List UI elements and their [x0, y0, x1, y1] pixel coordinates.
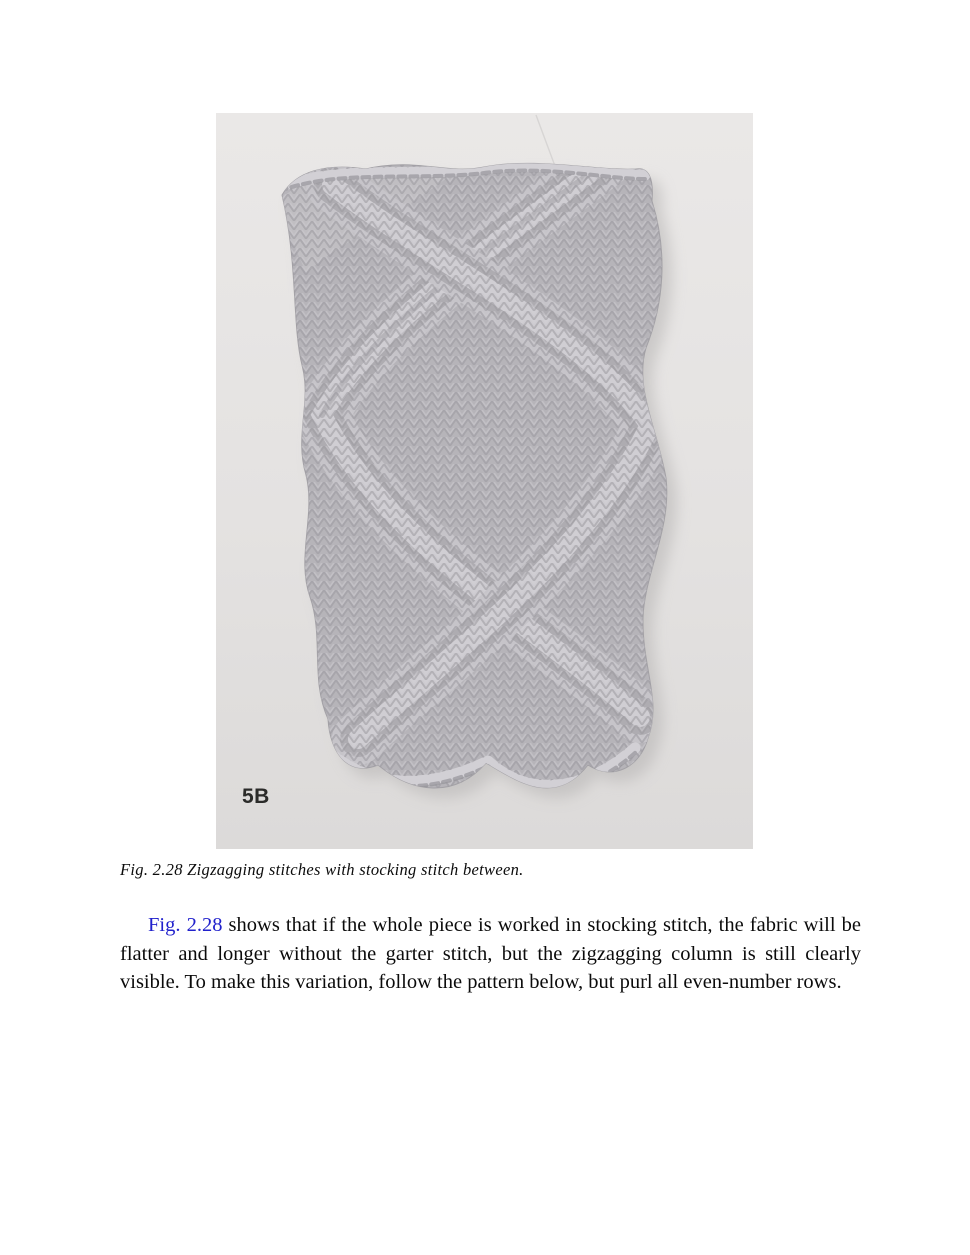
figure-reference-link[interactable]: Fig. 2.28 [148, 914, 223, 936]
photo-label: 5B [242, 785, 270, 808]
swatch-photo [216, 113, 753, 849]
body-paragraph-text: shows that if the whole piece is worked in stocking stitch, the fabric will be flatter and longer without the garter stitch, but the zigzagging column is still clearly visible. To make this variation, follow the pattern below, but purl all even-number rows. [120, 914, 861, 994]
figure-caption: Fig. 2.28 Zigzagging stitches with stocking stitch between. [120, 860, 524, 879]
body-paragraph [120, 911, 861, 997]
knitted-swatch-image [216, 113, 753, 849]
